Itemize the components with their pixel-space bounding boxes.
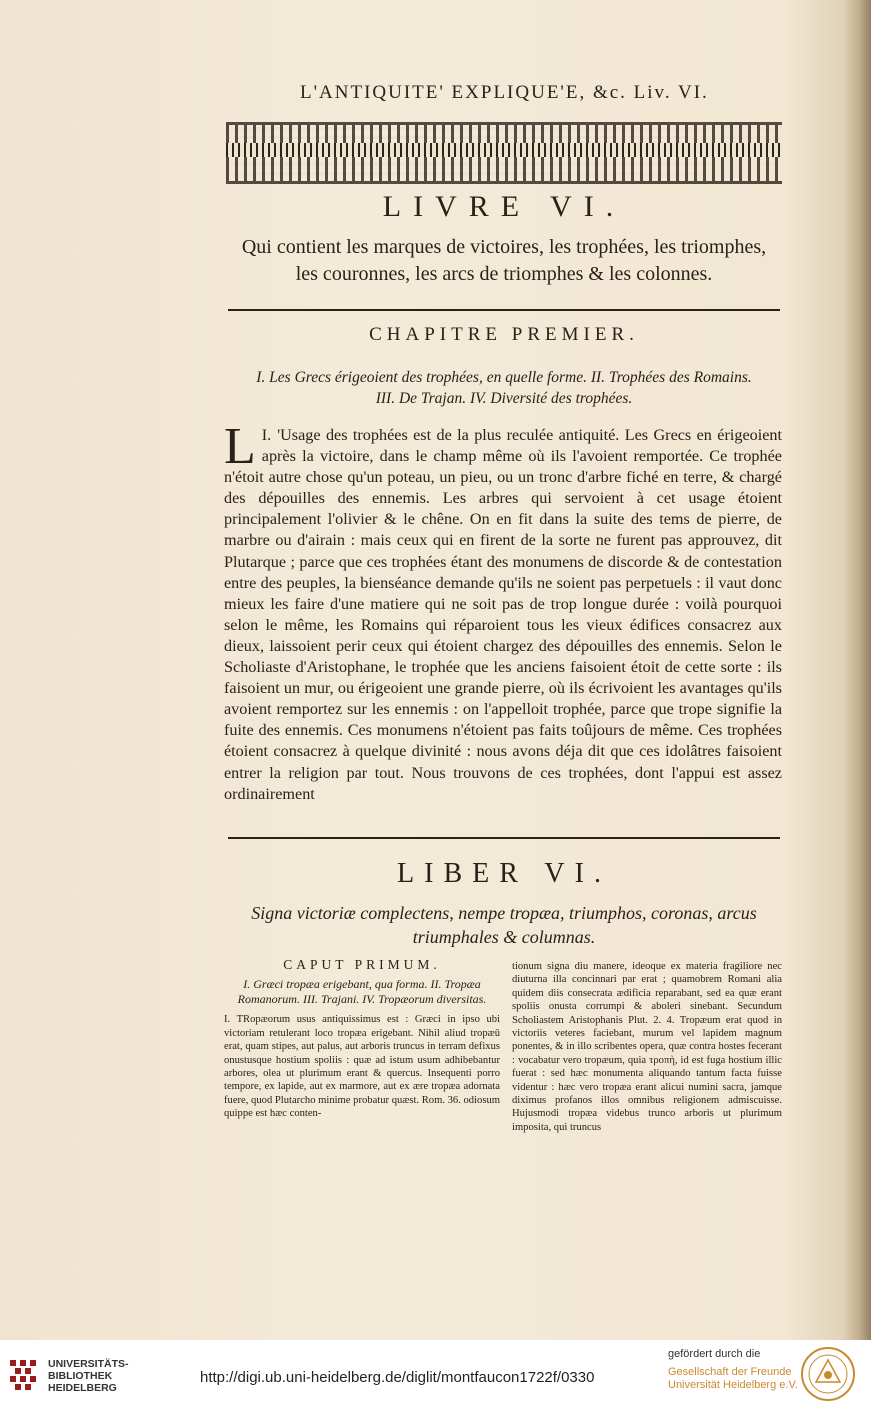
divider-rule [228,309,780,311]
page-url-link[interactable]: http://digi.ub.uni-heidelberg.de/diglit/montfaucon1722f/0330 [200,1369,595,1386]
subtitle-line: Qui contient les marques de victoires, les trophées, les triomphes, [241,236,767,258]
drop-cap: L [224,418,256,475]
latin-column-text: tionum signa diu manere, ideoque ex materia fragiliore nec diuturna illa concinnari par erat ; quamobrem Romani alia quidem diis consecrata ædificia reparabant, sed ea quæ erant spoliis onusta corrumpi & aboleri sinebant. Secundum Scholiastem Aristophanis Plut. 2. 4. Tropæum erat quod in victoriis veteres faciebant, murum vel lapidem magnum ponentes, & in illo scribentes opera, quæ contra hostes fecerant : vocabatur vero tropæum, quia τροπὴ, id est fuga hostium illic fuerat : sed hæc monumenta aliquando tantum facta fuisse videntur : hæc vero tropæa erant alicui numini sacra, jamque diximus profanos illos omnibus religionem admiscuisse. Hujusmodi tropæa videbus trunco arboris ut plurimum imposita, qui truncus [512,961,782,1133]
book-title: LIVRE VI. [382,190,626,223]
funding-name-line: Gesellschaft der Freunde [668,1366,792,1378]
latin-subtitle-line: Signa victoriæ complectens, nempe tropæa, triumphos, coronas, arcus [251,903,757,923]
chapter-summary-line: I. Les Grecs érigeoient des trophées, en quelle forme. II. Trophées des Romains. [256,369,752,386]
library-name[interactable] [48,1358,129,1394]
caput-title: CAPUT PRIMUM. [283,957,441,972]
page-gutter-shadow [843,0,871,1340]
latin-column-right [512,960,782,1134]
university-seal-icon [800,1346,856,1402]
latin-subtitle-line: triumphales & columnas. [412,927,596,947]
funding-label: gefördert durch die [668,1348,761,1360]
university-library-logo-icon[interactable] [8,1358,38,1392]
chapter-summary-line: III. De Trajan. IV. Diversité des trophées. [375,390,633,407]
running-head: L'ANTIQUITE' EXPLIQUE'E, &c. Liv. VI. [300,82,709,103]
chapter-title: CHAPITRE PREMIER. [369,324,639,345]
library-name-line: BIBLIOTHEK [48,1370,113,1382]
latin-column-left [224,958,500,1121]
library-name-line: UNIVERSITÄTS- [48,1358,129,1370]
latin-book-title: LIBER VI. [397,858,611,889]
chapter-summary [228,367,780,409]
funding-organization-link[interactable] [668,1366,798,1392]
book-subtitle [226,234,782,288]
subtitle-line: les couronnes, les arcs de triomphes & les colonnes. [295,263,713,285]
french-body-text [224,418,782,805]
viewer-footer [0,1340,871,1408]
decorative-headband-band [226,143,782,157]
paragraph-text: 'Usage des trophées est de la plus reculée antiquité. Les Grecs en érigeoient après la victoire, dans le champ même où ils l'avoient remportée. Ce trophée n'étoit autre chose qu'un poteau, un pieu, ou un tronc d'arbre fiché en terre, & chargé des dépouilles des ennemis. Les arbres qui servoient à cet usage étoient principalement l'olivier & le chêne. On en fit dans la suite des tems de pierre, de marbre ou d'airain : mais ceux qui en firent de la sorte ne furent pas approuvez, dit Plutarque ; parce que ces trophées étant des monumens de discorde & de contestation entre des peuples, la bienséance demande qu'ils ne soient pas perpetuels : il vaut donc mieux les faire d'une matiere qui ne soit pas de trop longue durée : voilà pourquoi selon le même, les Romains qui réparoient tous les vieux édifices consacrez aux dieux, laissoient perir ceux qui étoient chargez des dépouilles des ennemis. Selon le Scholiaste d'Aristophane, le trophée que les anciens faisoient étoit de cette sorte : ils faisoient un mur, ou érigeoient une grande pierre, où ils écrivoient les avantages qu'ils avoient remportez sur les ennemis : on l'appelloit trophée, parce que trope signifie la fuite des ennemis. Ces monumens n'étoient pas faits toûjours de même. Ces trophées étoient consacrez à quelque divinité : nous avons déja dit que ces idolâtres faisoient entrer la religion par tout. Nous trouvons de ces trophées, dont l'appui est assez ordinairement [224,426,782,803]
funding-name-line: Universität Heidelberg e.V. [668,1379,798,1391]
library-name-line: HEIDELBERG [48,1382,117,1394]
divider-rule [228,837,780,839]
latin-column-text: I. TRopæorum usus antiquissimus est : Græci in ipso ubi victoriam retulerant loco tropæa erigebant. Nihil aliud tropæū erat, quam stipes, aut palus, aut arboris truncus in terram defixus onustusque hostium spoliis : quæ ad istum usum adhibebantur arbores, olea ut plurimum erant & quercus. Insequenti porro tempore, ex lapide, aut ex marmore, aut ex ære tropæa adornata fuere, quod Plutarcho minime probatur quæst. Rom. 36. odiosum quippe est hæc conten- [224,1014,500,1120]
caput-summary: I. Græci tropæa erigebant, qua forma. II. Tropæa Romanorum. III. Trajani. IV. Tropæorum diversitas. [237,977,487,1007]
paragraph-number: I. [261,426,272,444]
latin-subtitle [226,901,782,949]
